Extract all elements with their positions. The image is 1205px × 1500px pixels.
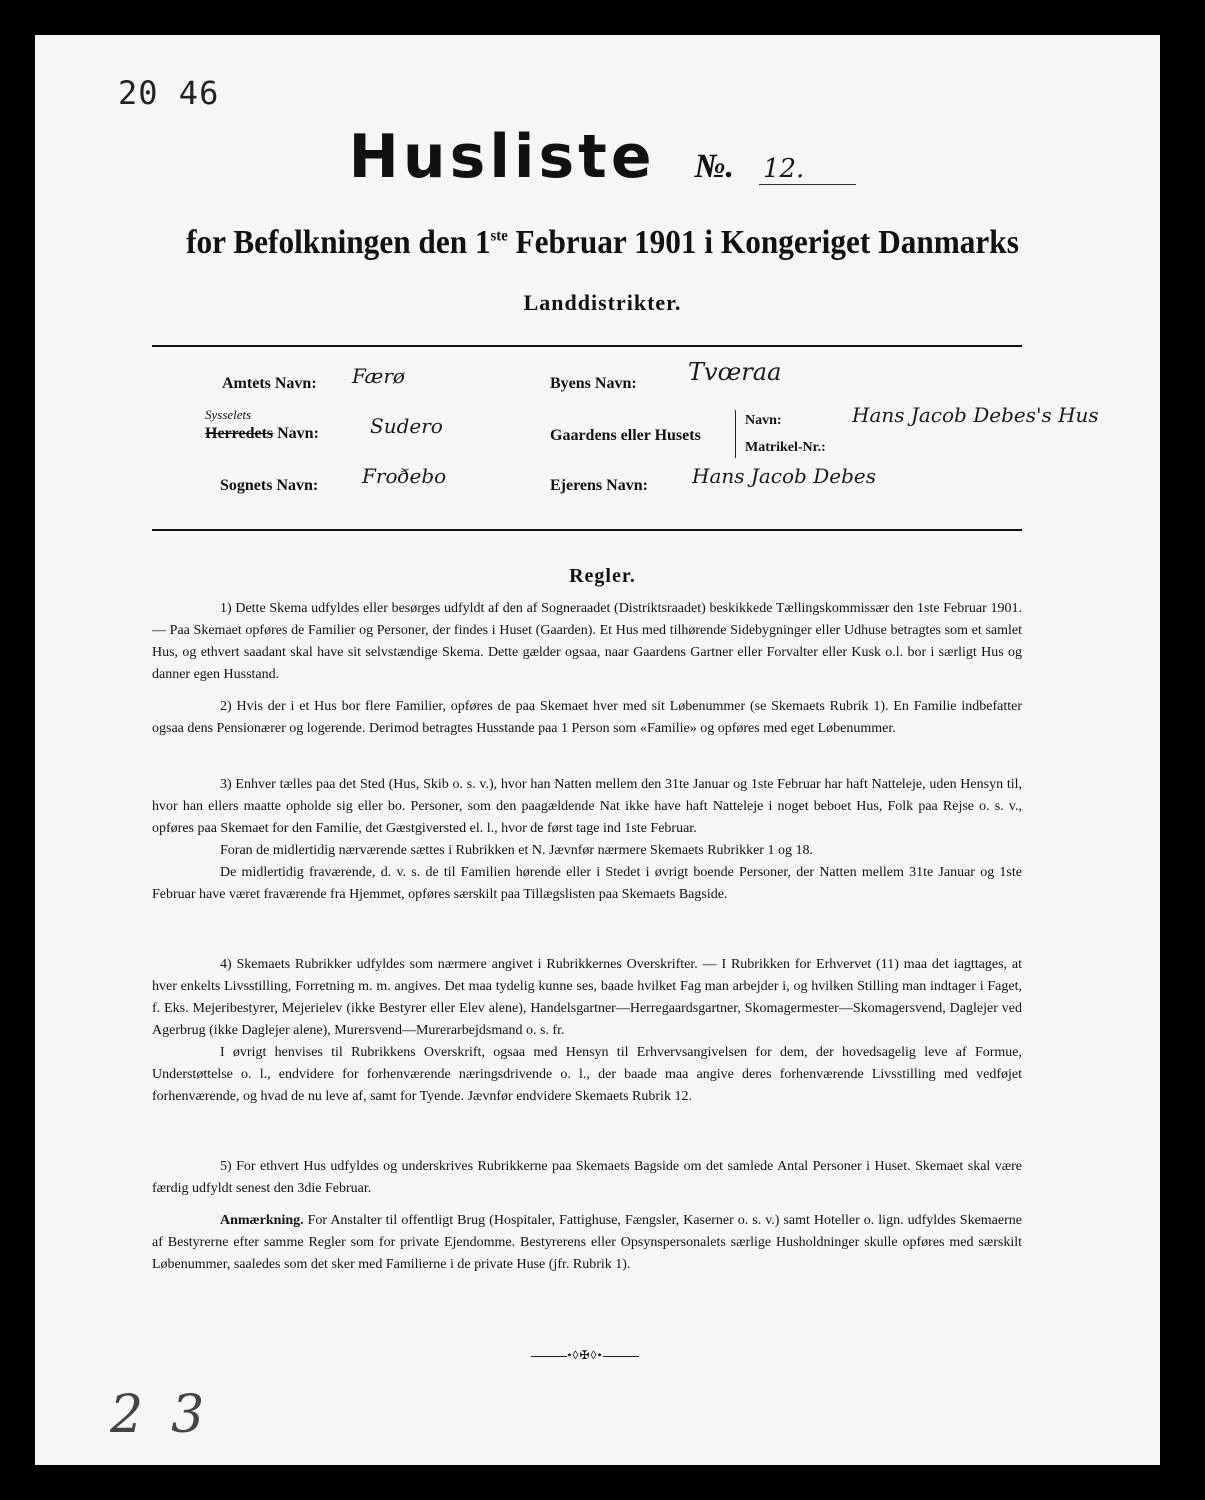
note-text: For Anstalter til offentligt Brug (Hospitaler, Fattighuse, Fængsler, Kaserner o. s. v.) samt Hoteller o. lign. udfyldes Skemaerne af Bestyrerne efter samme Regler som for private Ejendomme. Bestyrerens eller Opsynspersonalets særlige Husholdninger skulle opføres med særskilt Løbenummer, saaledes som det sker med Familierne i de private Huse (jfr. Rubrik 1).	[152, 1213, 1022, 1272]
amt-label: Amtets Navn:	[222, 375, 317, 392]
sogn-label: Sognets Navn:	[220, 477, 319, 494]
subtitle-post: Februar 1901 i Kongeriget Danmarks	[507, 224, 1019, 261]
top-divider	[152, 345, 1022, 347]
subtitle-sup: ste	[490, 227, 508, 245]
by-label: Byens Navn:	[550, 375, 637, 392]
subtitle-district: Landdistrikter.	[523, 290, 682, 315]
amt-value: Færø	[352, 364, 405, 388]
sogn-value: Froðebo	[362, 464, 447, 488]
bottom-number: 23	[110, 1385, 233, 1445]
herred-struck: Herredets	[205, 425, 274, 442]
herred-overwrite: Sysselets	[205, 407, 252, 422]
bottom-divider	[152, 529, 1022, 531]
ejer-value: Hans Jacob Debes	[692, 464, 876, 488]
page-title	[0, 122, 1205, 192]
herred-value: Sudero	[370, 414, 443, 438]
gaard-navn-value: Hans Jacob Debes's Hus	[852, 403, 1099, 427]
rule-3: 3) Enhver tælles paa det Sted (Hus, Skib o. s. v.), hvor han Natten mellem den 31te Januar og 1ste Februar har haft Natteleje, uden Hensyn til, hvor han ellers maatte opholde sig eller bo. Personer, som den paagældende Nat ikke have haft Natteleje i noget beboet Hus, Folk paa Rejse o. s. v., opføres paa Skemaet for den Familie, det Gæstgiversted el. l., hvor de først tage ind 1ste Februar. Foran de midlertidig nærværende sættes i Rubrikken et N. Jævnfør nærmere Skemaets Rubrikker 1 og 18. De midlertidig fraværende, d. v. s. de til Familien hørende eller i Stedet i øvrigt boende Personer, der Natten mellem 31te Januar og 1ste Februar have været fraværende fra Hjemmet, opføres særskilt paa Tillægslisten paa Skemaets Bagside.	[152, 777, 1022, 902]
gaard-navn-label: Navn:	[745, 413, 782, 428]
gaard-label: Gaardens eller Husets	[550, 427, 701, 444]
rule-2: 2) Hvis der i et Hus bor flere Familier, opføres de paa Skemaet hver med sit Løbenummer (se Skemaets Rubrik 1). En Familie indbefatter ogsaa dens Pensionærer og logerende. Derimod betragtes Husstande paa 1 Person som «Familie» og opføres med eget Løbenummer.	[152, 699, 1022, 736]
gaard-matr-label: Matrikel-Nr.:	[745, 440, 826, 455]
ornament-glyphs: •◊✠◊•	[567, 1348, 603, 1362]
herred-label: Navn:	[277, 425, 319, 442]
ornament	[510, 1348, 660, 1363]
herred-label-group	[205, 425, 319, 443]
brace-line	[735, 410, 736, 458]
by-value: Tvœraa	[688, 358, 782, 386]
stamp-number: 20 46	[118, 74, 220, 112]
rule-1: 1) Dette Skema udfyldes eller besørges udfyldt af den af Sogneraadet (Distriktsraadet) beskikkede Tællingskommissær den 1ste Februar 1901. — Paa Skemaet opføres de Familier og Personer, der findes i Huset (Gaarden). Et Hus med tilhørende Sidebygninger eller Udhuse betragtes som et samlet Hus, og ethvert saadant skal have sit selvstændige Skema. Dette gælder ogsaa, naar Gaardens Gartner eller Forvalter eller Kusk o.l. bor i særligt Hus og danner egen Husstand.	[152, 601, 1022, 682]
subtitle	[48, 224, 1157, 262]
house-number: 12.	[759, 154, 856, 185]
subtitle-pre: for Befolkningen den 1	[186, 224, 491, 261]
number-prefix: №.	[694, 148, 735, 185]
title-text: Husliste	[348, 122, 656, 192]
note	[152, 1210, 1022, 1276]
note-label: Anmærkning.	[220, 1213, 304, 1228]
ejer-label: Ejerens Navn:	[550, 477, 648, 494]
rule-5: 5) For ethvert Hus udfyldes og underskrives Rubrikkerne paa Skemaets Bagside om det samlede Antal Personer i Huset. Skemaet skal være færdig udfyldt senest den 3die Februar.	[152, 1159, 1022, 1196]
rule-4: 4) Skemaets Rubrikker udfyldes som nærmere angivet i Rubrikkernes Overskrifter. — I Rubrikken for Erhvervet (11) maa det iagttages, at hver enkelts Livsstilling, Forretning m. m. angives. Det maa tydelig kunne ses, baade hvilket Fag man arbejder i, og hvilken Stilling man indtager i Faget, f. Eks. Mejeribestyrer, Mejerielev (ikke Bestyrer eller Elev alene), Handelsgartner—Herregaardsgartner, Skomagermester—Skomagersvend, Daglejer ved Agerbrug (ikke Daglejer alene), Murersvend—Murerarbejdsmand o. s. fr. I øvrigt henvises til Rubrikkens Overskrift, ogsaa med Hensyn til Erhvervsangivelsen for dem, der hovedsagelig leve af Formue, Understøttelse o. l., endvidere for forhenværende næringsdrivende o. l., der baade maa angive deres forhenværende Livsstilling med vedføjet forhenværende, og hvad de nu leve af, samt for Tyende. Jævnfør endvidere Skemaets Rubrik 12.	[152, 957, 1022, 1104]
rules-heading: Regler.	[569, 565, 636, 587]
